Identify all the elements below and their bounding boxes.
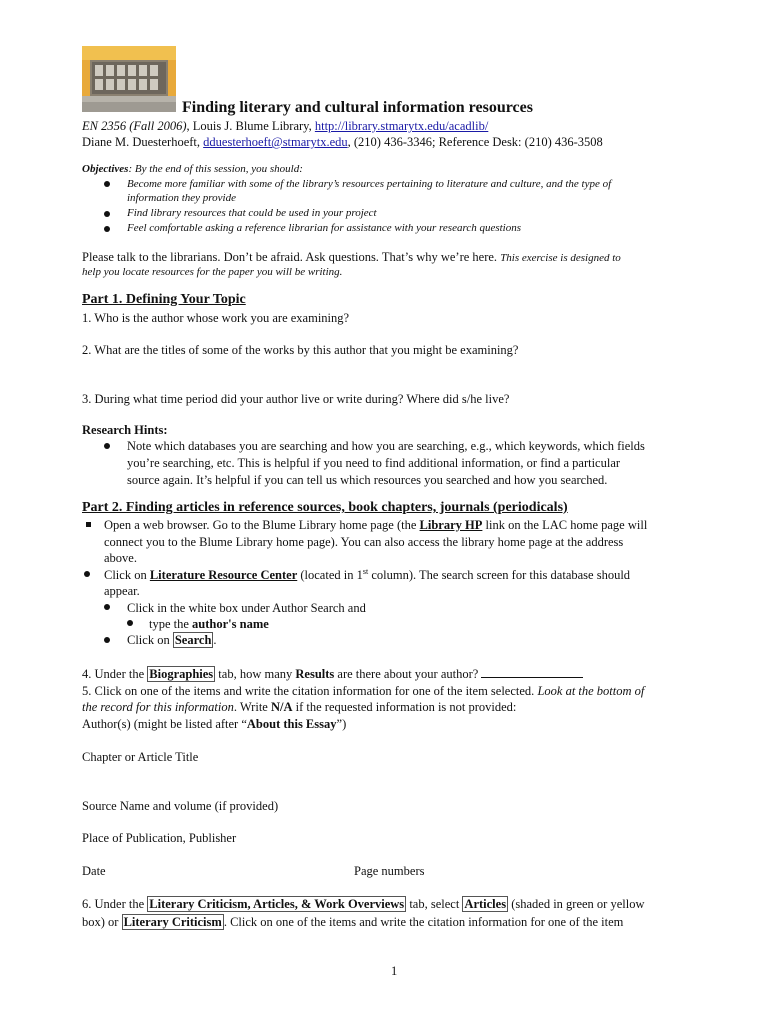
step-1-line-3: above. xyxy=(104,551,137,565)
objective-item: Feel comfortable asking a reference librarian for assistance with your research questions xyxy=(127,222,522,234)
research-hints-label: Research Hints: xyxy=(82,423,168,437)
question-4: 4. Under the Biographies tab, how many Results are there about your author? xyxy=(82,666,583,682)
objective-item: Become more familiar with some of the library’s resources pertaining to literature and culture, and the type of xyxy=(127,178,612,190)
bullet-icon xyxy=(104,181,110,187)
step-2-line-2: appear. xyxy=(104,584,140,598)
objective-item-cont: information they provide xyxy=(127,192,236,204)
objective-item: Find library resources that could be used in your project xyxy=(127,207,377,219)
place-publication-field: Place of Publication, Publisher xyxy=(82,831,237,845)
author-line: Diane M. Duesterhoeft, dduesterhoeft@stmarytx.edu, (210) 436-3346; Reference Desk: (210) 436-3508 xyxy=(82,135,603,149)
intro-line-2: help you locate resources for the paper you will be writing. xyxy=(82,266,343,278)
literary-criticism-label: Literary Criticism xyxy=(123,915,222,929)
authors-field: Author(s) (might be listed after “About this Essay”) xyxy=(82,717,347,731)
answer-blank xyxy=(481,667,583,678)
library-hp-link[interactable]: Library HP xyxy=(419,518,483,532)
step-1-line-2: connect you to the Blume Library home page). You can also access the library home page at the address xyxy=(104,535,624,549)
course-code: EN 2356 (Fall 2006) xyxy=(82,119,187,133)
document-title: Finding literary and cultural information resources xyxy=(182,99,533,116)
hint-line: Note which databases you are searching and how you are searching, e.g., which keywords, which fields xyxy=(127,439,645,453)
question-2: 2. What are the titles of some of the works by this author that you might be examining? xyxy=(82,343,519,357)
biographies-tab-label: Biographies xyxy=(149,667,214,681)
objectives-label: Objectives xyxy=(82,163,129,175)
step-2-line-1: Click on Literature Resource Center (located in 1st column). The search screen for this database should xyxy=(104,566,631,582)
search-button-label: Search xyxy=(174,633,212,647)
literary-criticism-tab-label: Literary Criticism, Articles, & Work Overviews xyxy=(149,897,405,911)
part2-heading: Part 2. Finding articles in reference sources, book chapters, journals (periodicals) xyxy=(82,500,568,515)
source-name-field: Source Name and volume (if provided) xyxy=(82,799,279,813)
bullet-icon xyxy=(104,443,110,449)
date-field: Date xyxy=(82,864,106,878)
library-url-link[interactable]: http://library.stmarytx.edu/acadlib/ xyxy=(314,119,489,133)
question-5-line-2: the record for this information. Write N/A if the requested information is not provided: xyxy=(82,700,517,714)
intro-line-1: Please talk to the librarians. Don’t be afraid. Ask questions. That’s why we’re here. This exercise is designed to xyxy=(82,250,621,264)
bullet-icon xyxy=(84,571,90,577)
course-line: EN 2356 (Fall 2006), Louis J. Blume Library, http://library.stmarytx.edu/acadlib/ xyxy=(82,119,489,133)
part1-heading: Part 1. Defining Your Topic xyxy=(82,292,246,307)
question-3: 3. During what time period did your author live or write during? Where did s/he live? xyxy=(82,392,510,406)
bullet-icon xyxy=(104,211,110,217)
literature-resource-center-link[interactable]: Literature Resource Center xyxy=(149,568,298,582)
hint-line: source again. It’s helpful if you can tell us which resources you searched and how you searched. xyxy=(127,473,608,487)
chapter-title-field: Chapter or Article Title xyxy=(82,750,199,764)
square-bullet-icon xyxy=(86,522,91,527)
question-6-line-1: 6. Under the Literary Criticism, Articles, & Work Overviews tab, select Articles (shaded in green or yellow xyxy=(82,897,645,911)
objectives-intro: Objectives: By the end of this session, you should: xyxy=(82,163,303,175)
bullet-icon xyxy=(104,604,110,610)
question-6-line-2: box) or Literary Criticism . Click on one of the items and write the citation information for one of the item xyxy=(82,915,624,929)
step-1-line-1: Open a web browser. Go to the Blume Library home page (the Library HP link on the LAC home page will xyxy=(104,518,648,532)
page-number: 1 xyxy=(391,964,398,978)
sub-sub-step: type the author's name xyxy=(149,617,269,631)
question-5-line-1: 5. Click on one of the items and write the citation information for one of the item selected. Look at the bottom of xyxy=(82,684,645,698)
articles-label: Articles xyxy=(464,897,507,911)
library-building-photo xyxy=(82,46,176,112)
bullet-icon xyxy=(104,226,110,232)
page-numbers-field: Page numbers xyxy=(354,864,425,878)
bullet-icon xyxy=(127,620,133,626)
author-email-link[interactable]: dduesterhoeft@stmarytx.edu xyxy=(203,135,348,149)
sub-step-2: Click on Search . xyxy=(127,633,217,647)
hint-line: you’re searching, etc. This is helpful if you need to find additional information, or find a particular xyxy=(127,456,621,470)
bullet-icon xyxy=(104,637,110,643)
sub-step-1: Click in the white box under Author Search and xyxy=(127,601,366,615)
question-1: 1. Who is the author whose work you are examining? xyxy=(82,311,350,325)
